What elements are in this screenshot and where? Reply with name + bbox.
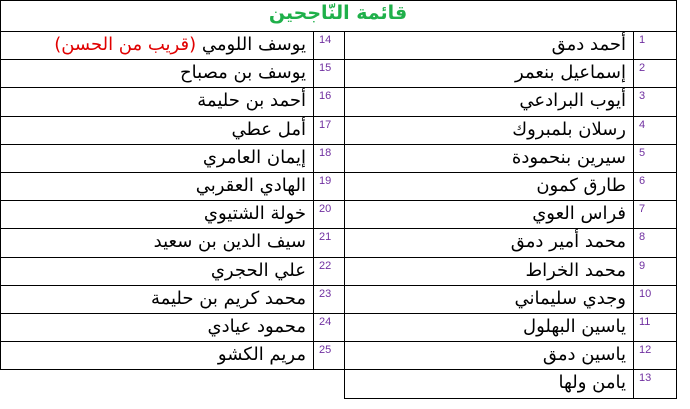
- left_column-student-name: [218, 344, 306, 365]
- student-name-text: مريم الكشو: [217, 344, 306, 365]
- right_column-student-name: [515, 62, 626, 83]
- right_column-row-number: 3: [639, 90, 646, 102]
- left_column-row-number: 14: [319, 34, 332, 46]
- right_column-student-name: [552, 34, 626, 55]
- left_column-student-name: [180, 62, 306, 83]
- left_column-student-name: [197, 90, 306, 111]
- student-name-text: سيف الدين بن سعيد: [153, 231, 306, 252]
- left_column-row-number: 18: [319, 147, 332, 159]
- left_column-row-rule: [0, 144, 345, 145]
- left_column-row-rule: [0, 172, 345, 173]
- right_column-row-rule: [344, 59, 677, 60]
- student-name-text: أحمد بن حليمة: [197, 90, 306, 111]
- left_column-student-name: [196, 175, 306, 196]
- left_column-row-rule: [0, 59, 345, 60]
- student-name-text: محمود عيادي: [207, 316, 306, 337]
- student-name-text: خولة الشتيوي: [203, 203, 306, 224]
- right_column-row-rule: [344, 398, 677, 399]
- right_column-border-right: [676, 31, 677, 399]
- left_column-student-name: [151, 288, 306, 309]
- left_column-row-number: 25: [319, 344, 332, 356]
- left_column-row-number: 19: [319, 175, 332, 187]
- student-name-text: ياسين دمق: [542, 344, 626, 365]
- left_column-row-number: 17: [319, 119, 332, 131]
- left_column-row-rule: [0, 369, 345, 370]
- right_column-row-rule: [344, 285, 677, 286]
- left_column-row-rule: [0, 200, 345, 201]
- right_column-student-name: [532, 203, 626, 224]
- right_column-row-number: 10: [639, 288, 652, 300]
- left_column-row-number: 23: [319, 288, 332, 300]
- right_column-row-rule: [344, 31, 677, 32]
- table-border-right-title: [676, 0, 677, 31]
- student-name-text: إيمان العامري: [202, 147, 306, 168]
- right_column-row-number: 12: [639, 344, 652, 356]
- right_column-student-name: [511, 231, 626, 252]
- left_column-row-rule: [0, 116, 345, 117]
- left_column-row-number: 22: [319, 260, 332, 272]
- left_column-row-rule: [0, 341, 345, 342]
- left_column-student-name: [211, 260, 306, 281]
- right_column-row-rule: [344, 172, 677, 173]
- right_column-row-number: 7: [639, 203, 646, 215]
- student-name-text: يوسف اللومي: [201, 34, 306, 55]
- right_column-row-number: 4: [639, 119, 646, 131]
- right_column-row-rule: [344, 144, 677, 145]
- right_column-row-number: 13: [639, 372, 652, 384]
- student-name-text: وجدي سليماني: [514, 288, 626, 309]
- student-name-text: علي الحجري: [210, 260, 306, 281]
- right_column-student-name: [525, 260, 626, 281]
- student-name-text: سيرين بنحمودة: [511, 147, 626, 168]
- left_column-row-rule: [0, 257, 345, 258]
- left_column-student-name: [231, 119, 306, 140]
- right_column-row-number: 1: [639, 34, 646, 46]
- right_column-number-divider: [633, 31, 634, 399]
- right_column-row-rule: [344, 228, 677, 229]
- left_column-number-divider: [313, 31, 314, 370]
- left_column-row-number: 24: [319, 316, 332, 328]
- left_column-border-left: [0, 31, 1, 370]
- student-name-text: أمل عطي: [231, 119, 306, 140]
- student-name-text: ياسين البهلول: [523, 316, 626, 337]
- student-name-text: إسماعيل بنعمر: [515, 62, 626, 83]
- table-border-top: [0, 0, 677, 1]
- left_column-row-rule: [0, 228, 345, 229]
- right_column-row-rule: [344, 257, 677, 258]
- left_column-border-right: [344, 31, 345, 370]
- right_column-row-rule: [344, 369, 677, 370]
- right_column-row-number: 2: [639, 62, 646, 74]
- student-name-text: طارق كمون: [536, 175, 626, 196]
- left_column-row-rule: [0, 31, 345, 32]
- right_column-row-number: 6: [639, 175, 646, 187]
- right_column-student-name: [536, 175, 626, 196]
- right_column-row-number: 11: [639, 316, 651, 328]
- left_column-row-number: 20: [319, 203, 332, 215]
- right_column-student-name: [519, 90, 626, 111]
- right_column-row-rule: [344, 116, 677, 117]
- left_column-row-rule: [0, 285, 345, 286]
- left_column-student-name: [54, 34, 306, 55]
- right_column-row-rule: [344, 313, 677, 314]
- student-name-text: محمد الخراط: [525, 260, 626, 281]
- right_column-student-name: [512, 147, 626, 168]
- right_column-student-name: [558, 372, 626, 393]
- left_column-student-name: [154, 231, 306, 252]
- left_column-row-number: 15: [319, 62, 332, 74]
- left_column-row-number: 21: [319, 231, 332, 243]
- right_column-student-name: [515, 288, 626, 309]
- right_column-row-rule: [344, 87, 677, 88]
- student-name-text: يامن ولها: [558, 372, 626, 393]
- student-name-text: أحمد دمق: [551, 34, 626, 55]
- right_column-row-number: 5: [639, 147, 646, 159]
- student-name-text: يوسف بن مصباح: [180, 62, 306, 83]
- table-border-left-title: [0, 0, 1, 31]
- student-name-text: محمد كريم بن حليمة: [150, 288, 306, 309]
- student-name-text: فراس العوي: [532, 203, 626, 224]
- left_column-row-number: 16: [319, 90, 332, 102]
- right_column-row-number: 9: [639, 260, 646, 272]
- left_column-student-name: [204, 203, 306, 224]
- right_column-student-name: [543, 344, 626, 365]
- student-note: (قريب من الحسن): [54, 34, 197, 55]
- right_column-row-rule: [344, 200, 677, 201]
- left_column-row-rule: [0, 313, 345, 314]
- left_column-student-name: [203, 147, 306, 168]
- table-title: قائمة النّاجحين: [268, 2, 408, 24]
- right_column-student-name: [512, 119, 626, 140]
- right_column-row-number: 8: [639, 231, 646, 243]
- right_column-row-rule: [344, 341, 677, 342]
- left_column-student-name: [208, 316, 306, 337]
- student-name-text: الهادي العقربي: [195, 175, 306, 196]
- student-name-text: أيوب البرادعي: [519, 90, 626, 111]
- right_column-student-name: [523, 316, 626, 337]
- left_column-row-rule: [0, 87, 345, 88]
- student-name-text: محمد أمير دمق: [510, 231, 626, 252]
- student-name-text: رسلان بلمبروك: [512, 119, 626, 140]
